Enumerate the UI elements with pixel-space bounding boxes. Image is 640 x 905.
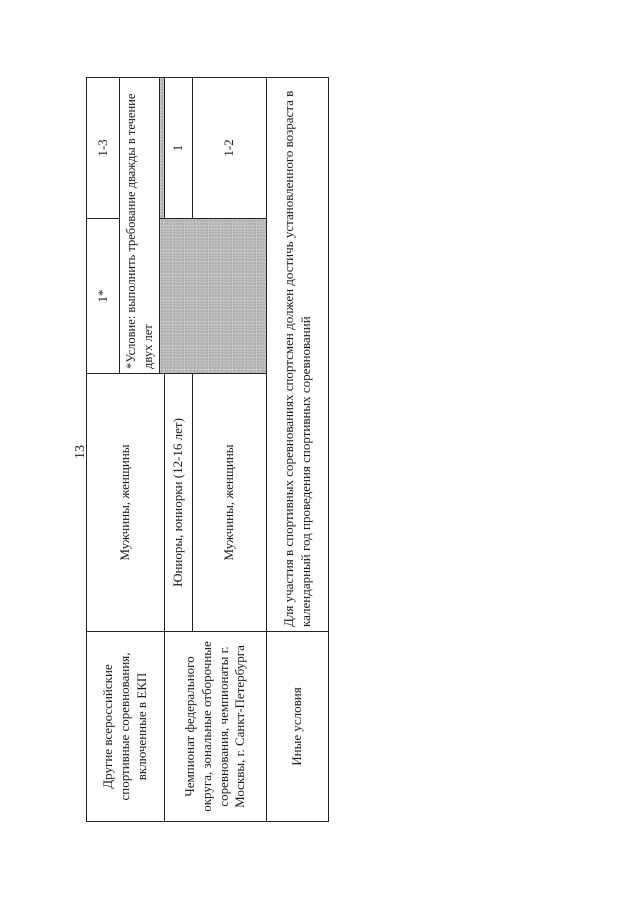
shaded-cell (160, 219, 267, 374)
place-value-cell-1: 1* (87, 219, 120, 374)
other-conditions-text: Для участия в спортивных соревнованиях спортсмен должен достичь установленного возраста в календарный год проведения спортивных соревнований (267, 78, 329, 632)
requirements-table (86, 77, 329, 822)
table-row (165, 78, 193, 822)
place-range-cell-3: 1-2 (193, 78, 267, 219)
group-cell-2: Юниоры, юниорки (12-16 лет) (165, 374, 193, 632)
group-cell-3: Мужчины, женщины (193, 374, 267, 632)
competition-cell-2: Чемпионат федерального округа, зональные отборочные соревнования, чемпионаты г. Москвы, г. Санкт-Петербурга (165, 632, 267, 822)
page-number: 13 (73, 445, 88, 459)
table-row (87, 78, 120, 822)
group-cell-1: Мужчины, женщины (87, 374, 165, 632)
rotated-table-container (86, 78, 324, 822)
place-range-cell-2: 1 (165, 78, 193, 219)
table-row (267, 78, 329, 822)
footnote-cell: *Условие: выполнить требование дважды в течение двух лет (120, 78, 160, 374)
other-conditions-label: Иные условия (267, 632, 329, 822)
place-range-cell-1: 1-3 (87, 78, 120, 219)
competition-cell-1: Другие всероссийские спортивные соревнования, включенные в ЕКП (87, 632, 165, 822)
